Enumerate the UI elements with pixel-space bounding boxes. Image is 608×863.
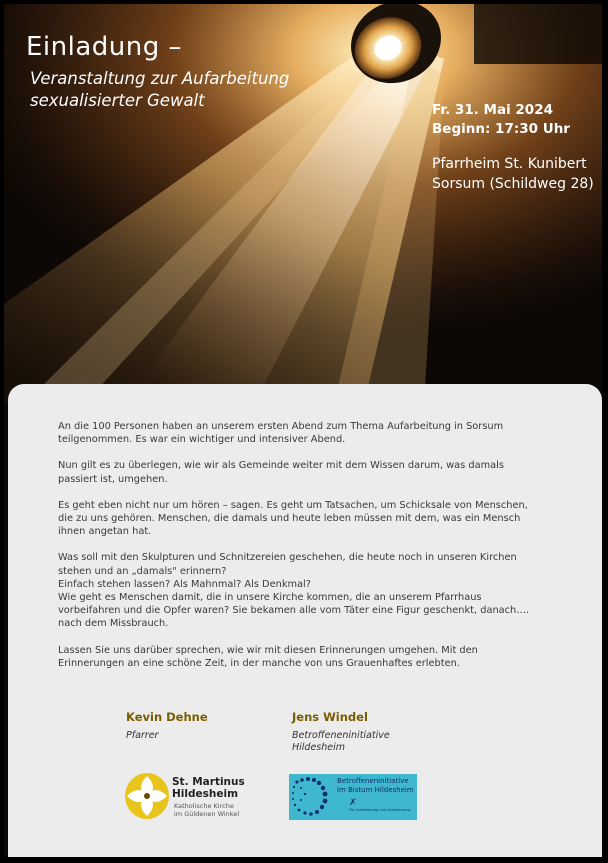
event-date: Fr. 31. Mai 2024 [432, 102, 553, 118]
martinus-name-line-1: St. Martinus [172, 776, 245, 788]
lamp-light-illustration [4, 4, 602, 404]
paragraph-3: Es geht eben nicht nur um hören – sagen. Es geht um Tatsachen, um Schicksale von Menschen, die zu uns gehören. Menschen, die damals und heute leben müssen mit dem, was ein Mensch ihnen angetan hat. [58, 499, 528, 538]
martinus-subtitle [174, 802, 254, 818]
signature-kevin-dehne [126, 710, 208, 742]
hero-image [4, 4, 602, 404]
paragraph-1: An die 100 Personen haben an unserem ersten Abend zum Thema Aufarbeitung in Sorsum teilgenommen. Es war ein wichtiger und intensiver Abend. [58, 421, 504, 446]
initiative-tagline: Für Aufarbeitung und Anerkennung [349, 808, 411, 812]
content-card [8, 384, 602, 857]
svg-text:✗: ✗ [349, 798, 357, 808]
signature-role-line-1: Betroffeneninitiative [292, 730, 390, 741]
page-title: Einladung – [26, 32, 183, 62]
paragraph-4 [58, 551, 542, 630]
signature-role: Pfarrer [126, 730, 159, 741]
st-martinus-logo [124, 772, 254, 824]
martinus-sub-line-1: Katholische Kirche [174, 802, 234, 810]
subtitle-line-1: Veranstaltung zur Aufarbeitung [30, 69, 290, 88]
flyer [4, 4, 602, 857]
event-venue: Pfarrheim St. Kunibert [432, 156, 587, 172]
martinus-name [172, 776, 245, 800]
paragraph-4-line-3: Wie geht es Menschen damit, die in unsere Kirche kommen, die an unserem Pfarrhaus vorbeifahren und die Opfer waren? Sie bekamen alle vom Täter eine Figur geschenkt, danach…. nach dem Missbrauch. [58, 592, 530, 630]
body-text [58, 420, 542, 683]
initiative-line-2: im Bistum Hildesheim [337, 785, 414, 794]
martinus-name-line-2: Hildesheim [172, 788, 239, 800]
event-info [432, 101, 600, 194]
signature-name: Kevin Dehne [126, 710, 208, 724]
paragraph-4-line-1: Was soll mit den Skulpturen und Schnitzereien geschehen, die heute noch in unseren Kirchen stehen und an „damals" erinnern? [58, 552, 517, 577]
initiative-line-1: Betroffeneninitiative [337, 777, 409, 785]
martinus-emblem-icon [124, 772, 170, 820]
page-subtitle [30, 68, 350, 112]
signature-role-line-2: Hildesheim [292, 742, 346, 753]
paragraph-4-line-2: Einfach stehen lassen? Als Mahnmal? Als Denkmal? [58, 578, 311, 590]
signature-name: Jens Windel [292, 710, 368, 724]
paragraph-2: Nun gilt es zu überlegen, wie wir als Gemeinde weiter mit dem Wissen darum, was damals passiert ist, umgehen. [58, 460, 504, 485]
signature-jens-windel [292, 710, 390, 754]
subtitle-line-2: sexualisierter Gewalt [30, 91, 205, 110]
event-address: Sorsum (Schildweg 28) [432, 176, 594, 192]
initiative-name [337, 777, 415, 794]
event-time: Beginn: 17:30 Uhr [432, 121, 570, 137]
signature-role [292, 730, 390, 754]
martinus-sub-line-2: im Güldenen Winkel [174, 810, 240, 818]
paragraph-5: Lassen Sie uns darüber sprechen, wie wir mit diesen Erinnerungen umgehen. Mit den Erinnerungen an eine schöne Zeit, in der manche von uns Grauenhaftes erlebten. [58, 644, 478, 669]
betroffeneninitiative-logo [289, 774, 417, 820]
